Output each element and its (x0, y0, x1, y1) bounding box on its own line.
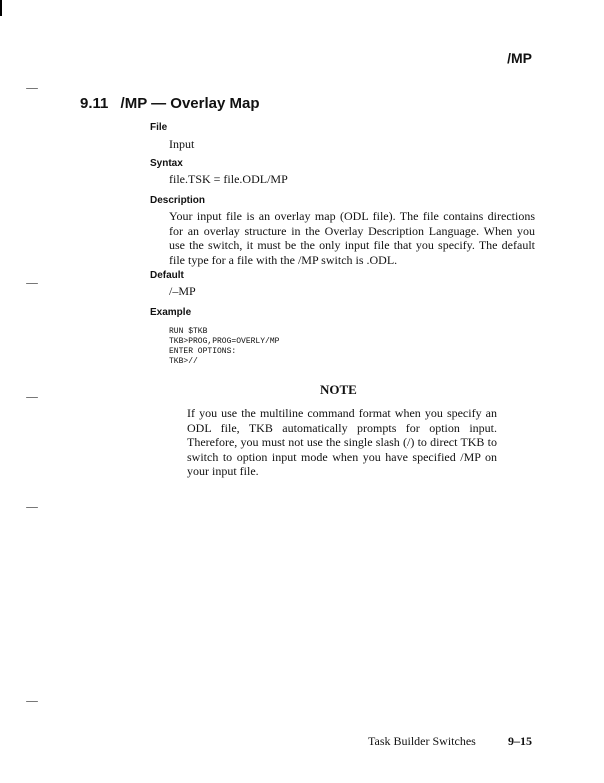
note-text: If you use the multiline command format when you specify an ODL file, TKB automatically prompts for option input. Therefore, you must not use the single slash (/) to direct TKB to switch to option input mode when you have specified /MP on your input file. (187, 406, 497, 478)
margin-tick (26, 507, 38, 508)
margin-tick (26, 397, 38, 398)
example-code (169, 327, 279, 367)
file-value: Input (169, 137, 195, 151)
note-heading: NOTE (320, 382, 357, 397)
section-title-text: /MP — Overlay Map (120, 95, 260, 112)
code-line: ENTER OPTIONS: (169, 347, 237, 356)
description-heading: Description (150, 195, 206, 206)
code-line: RUN $TKB (169, 327, 208, 336)
running-head: /MP (507, 50, 532, 66)
section-number: 9.11 (80, 95, 109, 112)
margin-tick (26, 283, 38, 284)
page-number: 9–15 (508, 734, 532, 748)
example-heading: Example (150, 307, 192, 318)
description-text: Your input file is an overlay map (ODL file). The file contains directions for an overlay structure in the Overlay Description Language. When you use the switch, it must be the only input file that you specify. The default file type for a file with the /MP switch is .ODL. (169, 209, 535, 267)
page-edge-mark (0, 0, 2, 16)
default-heading: Default (150, 270, 184, 281)
footer-title: Task Builder Switches (368, 734, 476, 748)
section-title (80, 95, 260, 112)
code-line: TKB>// (169, 357, 198, 366)
margin-tick (26, 701, 38, 702)
default-value: /–MP (169, 284, 196, 298)
syntax-value: file.TSK = file.ODL/MP (169, 172, 288, 186)
code-line: TKB>PROG,PROG=OVERLY/MP (169, 337, 280, 346)
margin-tick (26, 88, 38, 89)
file-heading: File (150, 122, 168, 133)
syntax-heading: Syntax (150, 158, 183, 169)
